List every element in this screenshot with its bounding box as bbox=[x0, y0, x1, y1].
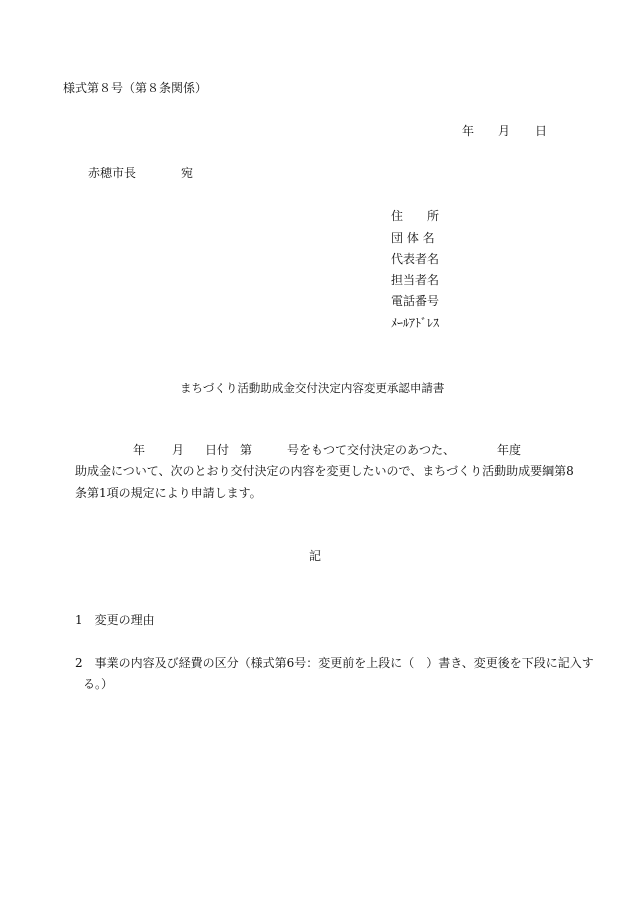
applicant-representative-label: 代表者名 bbox=[391, 252, 440, 266]
applicant-address-label: 住 所 bbox=[391, 209, 440, 223]
addressee-name: 赤穂市長 bbox=[88, 166, 137, 180]
body-day-label: 日付 bbox=[205, 443, 230, 457]
item-1: 1 変更の理由 bbox=[75, 613, 155, 627]
applicant-email-label: ﾒｰﾙｱﾄﾞﾚｽ bbox=[391, 316, 440, 330]
item-2: 2 事業の内容及び経費の区分（様式第6号：変更前を上段に（ ）書き、変更後を下段に記入す bbox=[75, 656, 594, 670]
date-month-label: 月 bbox=[498, 124, 511, 138]
date-day-label: 日 bbox=[535, 124, 548, 138]
applicant-organization-label: 団 体 名 bbox=[391, 231, 435, 245]
item-2-continuation: る。） bbox=[83, 677, 114, 691]
date-year-label: 年 bbox=[462, 124, 475, 138]
applicant-phone-label: 電話番号 bbox=[391, 294, 440, 308]
body-line-3: 条第1項の規定により申請します。 bbox=[75, 486, 262, 500]
ki-heading: 記 bbox=[309, 549, 322, 563]
body-line-2: 助成金について、次のとおり交付決定の内容を変更したいので、まちづくり活動助成要綱第8 bbox=[75, 464, 574, 478]
applicant-contact-person-label: 担当者名 bbox=[391, 273, 440, 287]
addressee-suffix: 宛 bbox=[181, 166, 194, 180]
body-fiscal-year-label: 年度 bbox=[497, 443, 522, 457]
body-number-suffix: 号をもつて交付決定のあつた、 bbox=[287, 443, 456, 457]
body-year-label: 年 bbox=[133, 443, 146, 457]
body-number-prefix: 第 bbox=[240, 443, 253, 457]
body-month-label: 月 bbox=[172, 443, 185, 457]
document-title: まちづくり活動助成金交付決定内容変更承認申請書 bbox=[180, 381, 445, 395]
form-number: 様式第８号（第８条関係） bbox=[63, 81, 208, 95]
